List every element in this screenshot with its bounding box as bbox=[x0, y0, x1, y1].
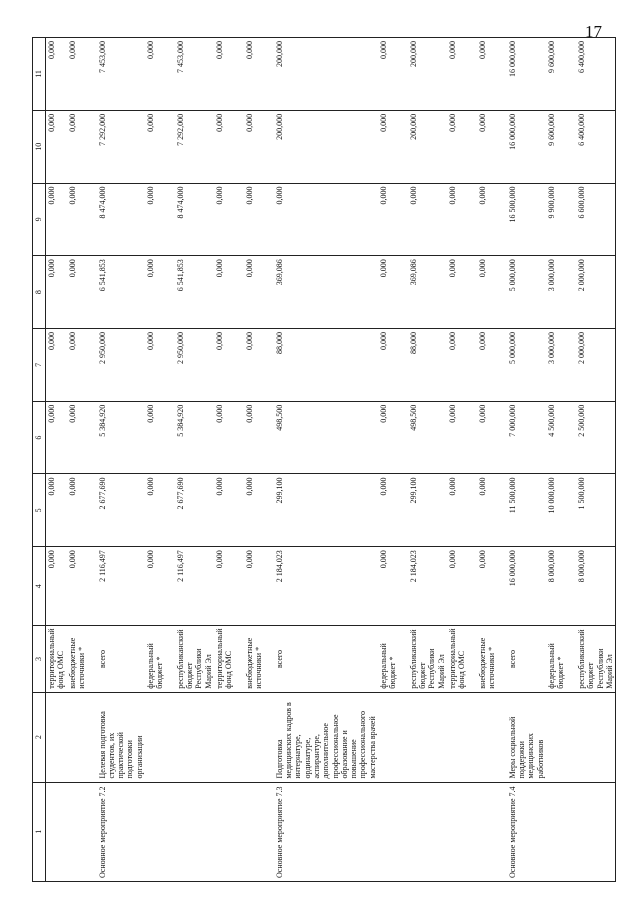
amount-cell: 0,000 bbox=[408, 183, 447, 256]
funding-source-cell: внебюджетные источники * bbox=[244, 626, 274, 692]
amount-cell: 0,000 bbox=[67, 547, 97, 626]
amount-cell: 10 000,000 bbox=[546, 474, 576, 547]
amount-cell: 0,000 bbox=[46, 256, 67, 329]
table-row bbox=[97, 38, 145, 882]
amount-cell: 6 400,000 bbox=[576, 38, 616, 111]
amount-cell: 5 384,920 bbox=[175, 401, 214, 474]
table-row bbox=[447, 38, 477, 882]
amount-cell: 0,000 bbox=[274, 183, 378, 256]
funding-source-cell: территориальный фонд ОМС bbox=[46, 626, 67, 692]
activity-cell bbox=[244, 782, 274, 881]
funding-source-cell: республиканский бюджет Республики Марий Эл bbox=[175, 626, 214, 692]
amount-cell: 0,000 bbox=[244, 110, 274, 183]
activity-name-cell: Меры социальной поддержки медицинских работников bbox=[507, 692, 546, 782]
activity-name-cell bbox=[46, 692, 67, 782]
amount-cell: 9 600,000 bbox=[546, 110, 576, 183]
amount-cell: 200,000 bbox=[274, 38, 378, 111]
amount-cell: 0,000 bbox=[145, 38, 175, 111]
amount-cell: 0,000 bbox=[214, 38, 244, 111]
amount-cell: 0,000 bbox=[477, 110, 507, 183]
column-number: 6 bbox=[33, 401, 46, 474]
amount-cell: 8 000,000 bbox=[576, 547, 616, 626]
amount-cell: 0,000 bbox=[477, 329, 507, 402]
amount-cell: 6 600,000 bbox=[576, 183, 616, 256]
amount-cell: 2 116,497 bbox=[175, 547, 214, 626]
column-number: 8 bbox=[33, 256, 46, 329]
amount-cell: 0,000 bbox=[477, 256, 507, 329]
amount-cell: 9 900,000 bbox=[546, 183, 576, 256]
amount-cell: 8 474,000 bbox=[97, 183, 145, 256]
amount-cell: 498,500 bbox=[408, 401, 447, 474]
amount-cell: 0,000 bbox=[378, 329, 408, 402]
amount-cell: 5 384,920 bbox=[97, 401, 145, 474]
amount-cell: 0,000 bbox=[378, 474, 408, 547]
amount-cell: 0,000 bbox=[145, 547, 175, 626]
activity-cell: Основное мероприятие 7.4 bbox=[507, 782, 546, 881]
amount-cell: 0,000 bbox=[244, 183, 274, 256]
amount-cell: 7 292,000 bbox=[97, 110, 145, 183]
amount-cell: 0,000 bbox=[67, 329, 97, 402]
table-row bbox=[546, 38, 576, 882]
amount-cell: 5 000,000 bbox=[507, 256, 546, 329]
table-row bbox=[175, 38, 214, 882]
activity-cell bbox=[408, 782, 447, 881]
activity-cell: Основное мероприятие 7.2 bbox=[97, 782, 145, 881]
amount-cell: 498,500 bbox=[274, 401, 378, 474]
column-number: 11 bbox=[33, 38, 46, 111]
amount-cell: 369,086 bbox=[408, 256, 447, 329]
activity-cell bbox=[447, 782, 477, 881]
amount-cell: 16 000,000 bbox=[507, 547, 546, 626]
amount-cell: 0,000 bbox=[145, 256, 175, 329]
amount-cell: 0,000 bbox=[378, 38, 408, 111]
amount-cell: 2 184,023 bbox=[408, 547, 447, 626]
rotated-table-container bbox=[32, 37, 614, 882]
funding-source-cell: территориальный фонд ОМС bbox=[447, 626, 477, 692]
activity-cell bbox=[145, 782, 175, 881]
amount-cell: 0,000 bbox=[145, 110, 175, 183]
amount-cell: 0,000 bbox=[477, 401, 507, 474]
table-row bbox=[244, 38, 274, 882]
amount-cell: 0,000 bbox=[46, 547, 67, 626]
amount-cell: 6 400,000 bbox=[576, 110, 616, 183]
funding-source-cell: федеральный бюджет * bbox=[145, 626, 175, 692]
amount-cell: 0,000 bbox=[447, 110, 477, 183]
amount-cell: 0,000 bbox=[46, 401, 67, 474]
amount-cell: 8 000,000 bbox=[546, 547, 576, 626]
table-row bbox=[67, 38, 97, 882]
activity-name-cell bbox=[576, 692, 616, 782]
amount-cell: 0,000 bbox=[244, 329, 274, 402]
amount-cell: 2 500,000 bbox=[576, 401, 616, 474]
amount-cell: 0,000 bbox=[378, 183, 408, 256]
activity-cell: Основное мероприятие 7.3 bbox=[274, 782, 378, 881]
table-body bbox=[46, 38, 616, 882]
table-row bbox=[378, 38, 408, 882]
amount-cell: 0,000 bbox=[46, 38, 67, 111]
amount-cell: 0,000 bbox=[145, 329, 175, 402]
funding-source-cell: всего bbox=[507, 626, 546, 692]
amount-cell: 0,000 bbox=[378, 401, 408, 474]
activity-cell bbox=[378, 782, 408, 881]
activity-name-cell bbox=[145, 692, 175, 782]
amount-cell: 0,000 bbox=[214, 183, 244, 256]
amount-cell: 0,000 bbox=[67, 110, 97, 183]
funding-source-cell: республиканский бюджет Республики Марий Эл bbox=[576, 626, 616, 692]
amount-cell: 88,000 bbox=[408, 329, 447, 402]
table-row bbox=[274, 38, 378, 882]
amount-cell: 2 950,000 bbox=[97, 329, 145, 402]
amount-cell: 7 292,000 bbox=[175, 110, 214, 183]
amount-cell: 0,000 bbox=[46, 474, 67, 547]
activity-name-cell bbox=[546, 692, 576, 782]
activity-cell bbox=[546, 782, 576, 881]
amount-cell: 0,000 bbox=[67, 474, 97, 547]
amount-cell: 0,000 bbox=[378, 110, 408, 183]
activity-cell bbox=[67, 782, 97, 881]
activity-name-cell bbox=[408, 692, 447, 782]
funding-source-cell: всего bbox=[97, 626, 145, 692]
amount-cell: 0,000 bbox=[244, 474, 274, 547]
amount-cell: 2 116,497 bbox=[97, 547, 145, 626]
column-number: 7 bbox=[33, 329, 46, 402]
amount-cell: 8 474,000 bbox=[175, 183, 214, 256]
amount-cell: 0,000 bbox=[67, 256, 97, 329]
amount-cell: 0,000 bbox=[214, 256, 244, 329]
activity-name-cell bbox=[477, 692, 507, 782]
funding-source-cell: внебюджетные источники * bbox=[477, 626, 507, 692]
amount-cell: 4 500,000 bbox=[546, 401, 576, 474]
activity-name-cell bbox=[214, 692, 244, 782]
amount-cell: 0,000 bbox=[378, 547, 408, 626]
column-number-row bbox=[33, 38, 46, 882]
amount-cell: 2 950,000 bbox=[175, 329, 214, 402]
table-row bbox=[576, 38, 616, 882]
amount-cell: 0,000 bbox=[46, 183, 67, 256]
activity-cell bbox=[175, 782, 214, 881]
amount-cell: 0,000 bbox=[447, 547, 477, 626]
amount-cell: 0,000 bbox=[477, 183, 507, 256]
amount-cell: 0,000 bbox=[214, 474, 244, 547]
activity-cell bbox=[477, 782, 507, 881]
funding-source-cell: федеральный бюджет * bbox=[546, 626, 576, 692]
activity-name-cell: Целевая подготовка студентов, их практической подготовки организации bbox=[97, 692, 145, 782]
amount-cell: 0,000 bbox=[244, 38, 274, 111]
funding-source-cell: внебюджетные источники * bbox=[67, 626, 97, 692]
amount-cell: 0,000 bbox=[244, 547, 274, 626]
column-number: 1 bbox=[33, 782, 46, 881]
column-number: 5 bbox=[33, 474, 46, 547]
activity-name-cell bbox=[447, 692, 477, 782]
amount-cell: 3 000,000 bbox=[546, 256, 576, 329]
column-number: 9 bbox=[33, 183, 46, 256]
table-row bbox=[46, 38, 67, 882]
activity-name-cell bbox=[175, 692, 214, 782]
amount-cell: 2 000,000 bbox=[576, 256, 616, 329]
amount-cell: 0,000 bbox=[145, 474, 175, 547]
table-row bbox=[477, 38, 507, 882]
amount-cell: 0,000 bbox=[67, 38, 97, 111]
amount-cell: 0,000 bbox=[244, 256, 274, 329]
activity-name-cell bbox=[378, 692, 408, 782]
table-row bbox=[214, 38, 244, 882]
column-number: 3 bbox=[33, 626, 46, 692]
column-number: 2 bbox=[33, 692, 46, 782]
amount-cell: 0,000 bbox=[447, 256, 477, 329]
activity-name-cell: Подготовка медицинских кадров в интернатуре, ординатуре, аспирантуре, дополнительное профессиональное образование и повышение профессионального мастерства врачей bbox=[274, 692, 378, 782]
amount-cell: 0,000 bbox=[214, 401, 244, 474]
table-row bbox=[408, 38, 447, 882]
amount-cell: 0,000 bbox=[447, 329, 477, 402]
funding-source-cell: всего bbox=[274, 626, 378, 692]
amount-cell: 7 453,000 bbox=[175, 38, 214, 111]
amount-cell: 0,000 bbox=[145, 401, 175, 474]
amount-cell: 0,000 bbox=[447, 38, 477, 111]
table-row bbox=[145, 38, 175, 882]
amount-cell: 0,000 bbox=[477, 547, 507, 626]
amount-cell: 200,000 bbox=[408, 38, 447, 111]
amount-cell: 16 000,000 bbox=[507, 38, 546, 111]
amount-cell: 0,000 bbox=[46, 110, 67, 183]
amount-cell: 6 541,853 bbox=[97, 256, 145, 329]
amount-cell: 5 000,000 bbox=[507, 329, 546, 402]
activity-cell bbox=[214, 782, 244, 881]
activity-cell bbox=[46, 782, 67, 881]
funding-source-cell: территориальный фонд ОМС bbox=[214, 626, 244, 692]
amount-cell: 2 000,000 bbox=[576, 329, 616, 402]
amount-cell: 6 541,853 bbox=[175, 256, 214, 329]
amount-cell: 0,000 bbox=[214, 329, 244, 402]
amount-cell: 16 000,000 bbox=[507, 110, 546, 183]
amount-cell: 0,000 bbox=[447, 183, 477, 256]
column-number: 10 bbox=[33, 110, 46, 183]
activity-name-cell bbox=[244, 692, 274, 782]
amount-cell: 0,000 bbox=[244, 401, 274, 474]
amount-cell: 0,000 bbox=[67, 183, 97, 256]
amount-cell: 88,000 bbox=[274, 329, 378, 402]
amount-cell: 299,100 bbox=[274, 474, 378, 547]
activity-cell bbox=[576, 782, 616, 881]
funding-source-cell: республиканский бюджет Республики Марий Эл bbox=[408, 626, 447, 692]
amount-cell: 369,086 bbox=[274, 256, 378, 329]
table-row bbox=[507, 38, 546, 882]
column-number: 4 bbox=[33, 547, 46, 626]
page-number: 17 bbox=[585, 22, 602, 41]
amount-cell: 11 500,000 bbox=[507, 474, 546, 547]
amount-cell: 1 500,000 bbox=[576, 474, 616, 547]
amount-cell: 0,000 bbox=[214, 547, 244, 626]
amount-cell: 0,000 bbox=[145, 183, 175, 256]
amount-cell: 0,000 bbox=[477, 474, 507, 547]
amount-cell: 0,000 bbox=[447, 401, 477, 474]
amount-cell: 7 000,000 bbox=[507, 401, 546, 474]
amount-cell: 2 184,023 bbox=[274, 547, 378, 626]
amount-cell: 0,000 bbox=[447, 474, 477, 547]
amount-cell: 16 500,000 bbox=[507, 183, 546, 256]
amount-cell: 0,000 bbox=[477, 38, 507, 111]
amount-cell: 3 000,000 bbox=[546, 329, 576, 402]
amount-cell: 299,100 bbox=[408, 474, 447, 547]
funding-source-cell: федеральный бюджет * bbox=[378, 626, 408, 692]
amount-cell: 7 453,000 bbox=[97, 38, 145, 111]
activity-name-cell bbox=[67, 692, 97, 782]
amount-cell: 0,000 bbox=[46, 329, 67, 402]
amount-cell: 200,000 bbox=[274, 110, 378, 183]
amount-cell: 0,000 bbox=[214, 110, 244, 183]
budget-table bbox=[32, 37, 616, 882]
amount-cell: 0,000 bbox=[378, 256, 408, 329]
amount-cell: 9 600,000 bbox=[546, 38, 576, 111]
amount-cell: 200,000 bbox=[408, 110, 447, 183]
amount-cell: 0,000 bbox=[67, 401, 97, 474]
amount-cell: 2 677,690 bbox=[175, 474, 214, 547]
amount-cell: 2 677,690 bbox=[97, 474, 145, 547]
